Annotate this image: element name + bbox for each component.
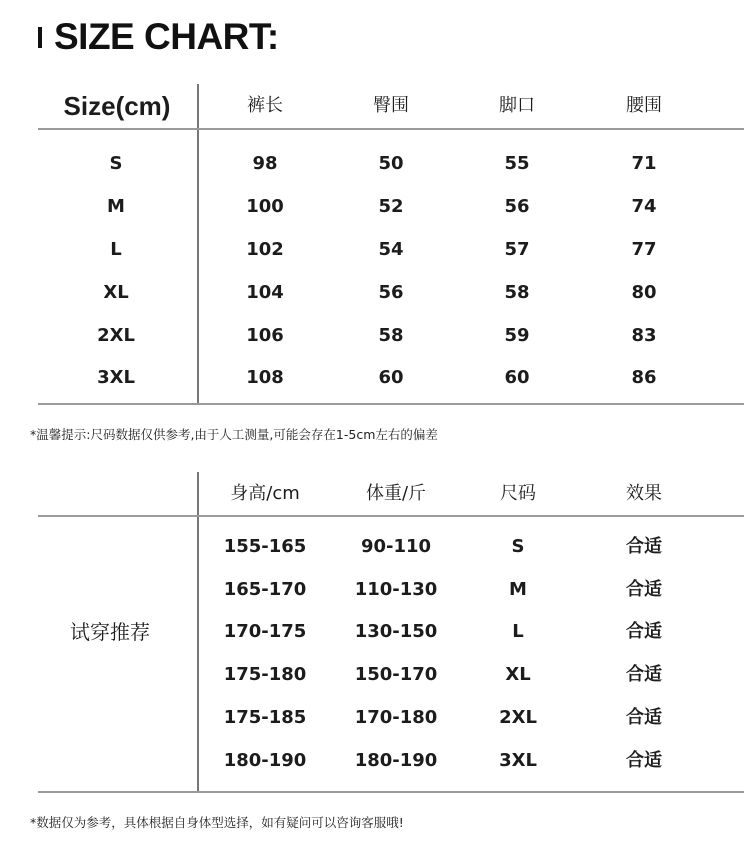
size-table-cell: 52 [378, 196, 404, 217]
fit-table-cell: 3XL [499, 750, 537, 771]
size-table-cell: 59 [504, 325, 530, 346]
size-table-cell: 58 [378, 325, 404, 346]
size-table-cell: 100 [246, 196, 284, 217]
fit-table-cell: 90-110 [360, 536, 432, 557]
size-table-cell: 98 [252, 153, 278, 174]
size-table-cell: 56 [378, 282, 404, 303]
size-table-cell: 86 [631, 367, 657, 388]
fit-table-header-effect: 效果 [626, 483, 662, 504]
fit-table-cell: 150-170 [354, 664, 438, 685]
fit-recommendation-label: 试穿推荐 [70, 620, 150, 644]
fit-table-cell: 170-180 [354, 707, 438, 728]
fit-table-cell: 合适 [626, 707, 662, 728]
size-table-cell: 80 [631, 282, 657, 303]
fit-table-header-height: 身高/cm [230, 483, 300, 504]
fit-table-cell: 合适 [626, 664, 662, 685]
fit-table-cell: XL [505, 664, 531, 685]
size-table-cell: 54 [378, 239, 404, 260]
fit-table-cell: 175-185 [223, 707, 307, 728]
size-table-cell: 56 [504, 196, 530, 217]
size-table-cell: 83 [631, 325, 657, 346]
size-table-cell: 3XL [97, 367, 135, 388]
fit-table-cell: 2XL [499, 707, 537, 728]
fit-table-cell: 合适 [626, 579, 662, 600]
fit-table-cell: 130-150 [354, 621, 438, 642]
size-table-cell: 58 [504, 282, 530, 303]
size-table-cell: 108 [246, 367, 284, 388]
size-table-header-waist: 腰围 [626, 95, 662, 116]
fit-table-cell: M [509, 579, 527, 600]
size-table-cell: 2XL [97, 325, 135, 346]
size-table-header-hip: 臀围 [373, 95, 409, 116]
fit-table-cell: 180-190 [223, 750, 307, 771]
title-bar-decoration [38, 27, 42, 48]
fit-table-header-divider [38, 515, 744, 517]
size-table-cell: 71 [631, 153, 657, 174]
size-table-cell: 55 [504, 153, 530, 174]
size-table-bottom-border [38, 403, 744, 405]
size-table-cell: M [107, 196, 125, 217]
fit-table-header-size: 尺码 [500, 483, 536, 504]
size-table-cell: 104 [246, 282, 284, 303]
fit-table-column-divider [197, 472, 199, 792]
measurement-note: *温馨提示:尺码数据仅供参考,由于人工测量,可能会存在1-5cm左右的偏差 [30, 427, 438, 442]
size-table-cell: 106 [246, 325, 284, 346]
size-table-header-divider [38, 128, 744, 130]
size-table-header-length: 裤长 [247, 95, 283, 116]
fit-table-cell: 165-170 [223, 579, 307, 600]
size-table-cell: 50 [378, 153, 404, 174]
size-table-cell: 60 [504, 367, 530, 388]
fit-table-cell: 合适 [626, 750, 662, 771]
reference-note: *数据仅为参考，具体根据自身体型选择，如有疑问可以咨询客服哦! [30, 815, 404, 830]
size-table-cell: 57 [504, 239, 530, 260]
fit-table-cell: 合适 [626, 536, 662, 557]
fit-table-cell: 180-190 [354, 750, 438, 771]
fit-table-cell: 合适 [626, 621, 662, 642]
fit-table-cell: 170-175 [223, 621, 307, 642]
size-table-cell: 102 [246, 239, 284, 260]
size-table-cell: 77 [631, 239, 657, 260]
size-table-corner-label: Size(cm) [63, 91, 171, 121]
page-title: SIZE CHART: [54, 16, 279, 57]
size-table-column-divider [197, 84, 199, 404]
fit-table-cell: 110-130 [354, 579, 438, 600]
size-table-cell: XL [103, 282, 129, 303]
fit-table-cell: 175-180 [223, 664, 307, 685]
fit-table-cell: 155-165 [223, 536, 307, 557]
size-table-header-leg-opening: 脚口 [499, 95, 535, 116]
fit-table-cell: S [511, 536, 525, 557]
fit-table-cell: L [512, 621, 524, 642]
fit-table-header-weight: 体重/斤 [365, 483, 427, 504]
size-table-cell: L [110, 239, 122, 260]
fit-table-bottom-border [38, 791, 744, 793]
size-table-cell: 60 [378, 367, 404, 388]
size-table-cell: S [109, 153, 123, 174]
size-table-cell: 74 [631, 196, 657, 217]
